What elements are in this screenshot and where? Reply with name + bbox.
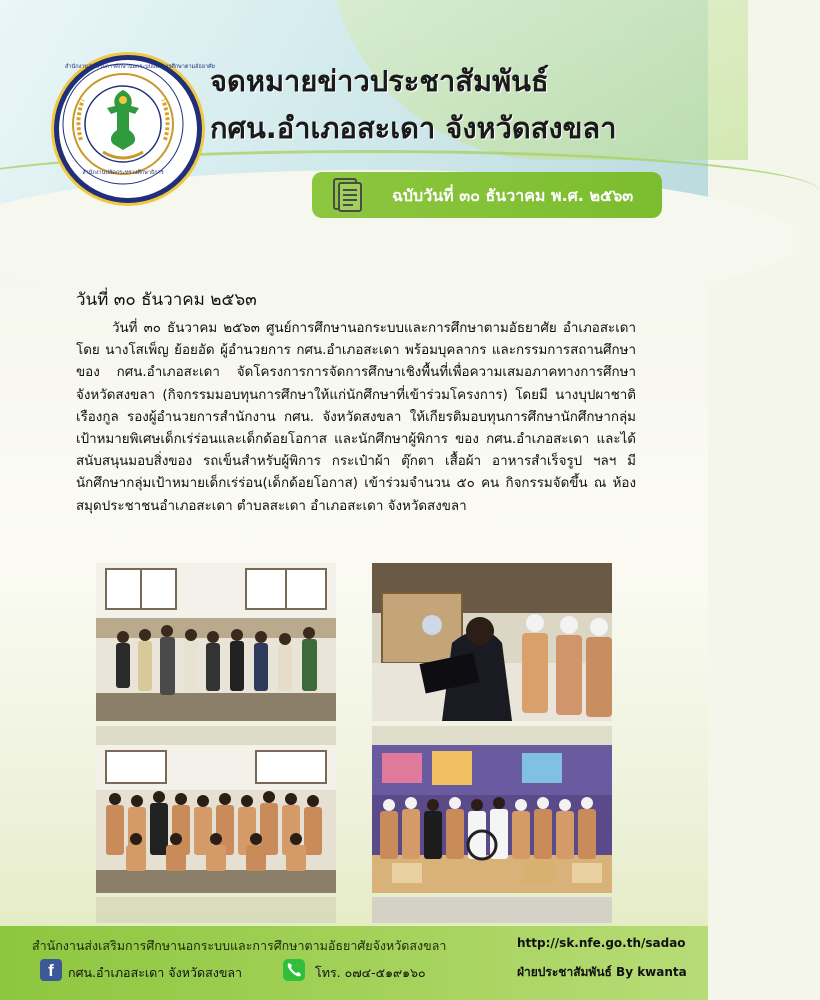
photo-scholarship-group-image [96,563,336,721]
issue-date-banner [312,172,662,218]
event-photo-1 [96,563,336,721]
photo-students-group-image [96,745,336,893]
photo-donations-image [372,745,612,893]
footer-bar [0,926,708,1000]
photo-speaker-image [372,563,612,721]
article-date-heading: วันที่ ๓๐ ธันวาคม ๒๕๖๓ [76,290,257,310]
logo-text-bottom: สำนักงานปลัดกระทรวงศึกษาธิการ [82,170,164,176]
photo-4-reflection [372,897,612,923]
footer-org-name: สำนักงานส่งเสริมการศึกษานอกระบบและการศึกษาตามอัธยาศัยจังหวัดสงขลา [32,938,447,953]
footer-credit: ฝ่ายประชาสัมพันธ์ By kwanta [517,965,687,979]
newsletter-title: จดหมายข่าวประชาสัมพันธ์ [210,64,549,98]
phone-icon [283,959,305,981]
facebook-icon[interactable]: f [40,959,62,981]
event-photo-2 [372,563,612,721]
logo-emblem-icon [59,60,215,188]
article-body: วันที่ ๓๐ ธันวาคม ๒๕๖๓ ศูนย์การศึกษานอกระบบและการศึกษาตามอัธยาศัย อำเภอสะเดา โดย นางโสเพ็ญ ย้อยอัด ผู้อำนวยการ กศน.อำเภอสะเดา พร้อมบุคลากร และกรรมการสถานศึกษา ของ กศน.อำเภอสะเดา จัดโครงการการจัดการศึกษาเชิงพื้นที่เพื่อความเสมอภาคทางการศึกษา จังหวัดสงขลา (กิจกรรมมอบทุนการศึกษาให้แก่นักศึกษาที่เข้าร่วมโครงการ) โดยมี นางบุปผาชาติ เรืองกูล รองผู้อำนวยการสำนักงาน กศน. จังหวัดสงขลา ให้เกียรติมอบทุนการศึกษานักศึกษากลุ่มเป้าหมายพิเศษเด็กเร่ร่อนและเด็กด้อยโอกาส และนักศึกษาผู้พิการ ของ กศน.อำเภอสะเดา และได้สนับสนุนมอบสิ่งของ รถเข็นสำหรับผู้พิการ กระเป๋าผ้า ตุ๊กตา เสื้อผ้า อาหารสำเร็จรูป ฯลฯ มีนักศึกษากลุ่มเป้าหมายเด็กเร่ร่อน(เด็กด้อยโอกาส) เข้าร่วมจำนวน ๕๐ คน กิจกรรมจัดขึ้น ณ ห้องสมุดประชาชนอำเภอสะเดา ตำบลสะเดา อำเภอสะเดา จังหวัดสงขลา [76,321,636,514]
event-photo-3 [96,745,336,893]
issue-date-label: ฉบับวันที่ ๓๐ ธันวาคม พ.ศ. ๒๕๖๓ [392,186,634,205]
nfe-logo [54,55,215,203]
website-link[interactable]: http://sk.nfe.go.th/sadao [517,936,686,950]
facebook-page-link[interactable]: กศน.อำเภอสะเดา จังหวัดสงขลา [68,965,243,980]
event-photo-4 [372,745,612,893]
photo-2-reflection [372,726,612,746]
photo-3-reflection [96,897,336,923]
logo-text-top: สำนักงานส่งเสริมการศึกษานอกระบบและการศึกษาตามอัธยาศัย [65,64,215,70]
phone-number: โทร. ๐๗๔-๕๑๙๑๖๐ [315,965,426,980]
document-icon [330,176,364,214]
newsletter-subtitle: กศน.อำเภอสะเดา จังหวัดสงขลา [210,111,617,145]
